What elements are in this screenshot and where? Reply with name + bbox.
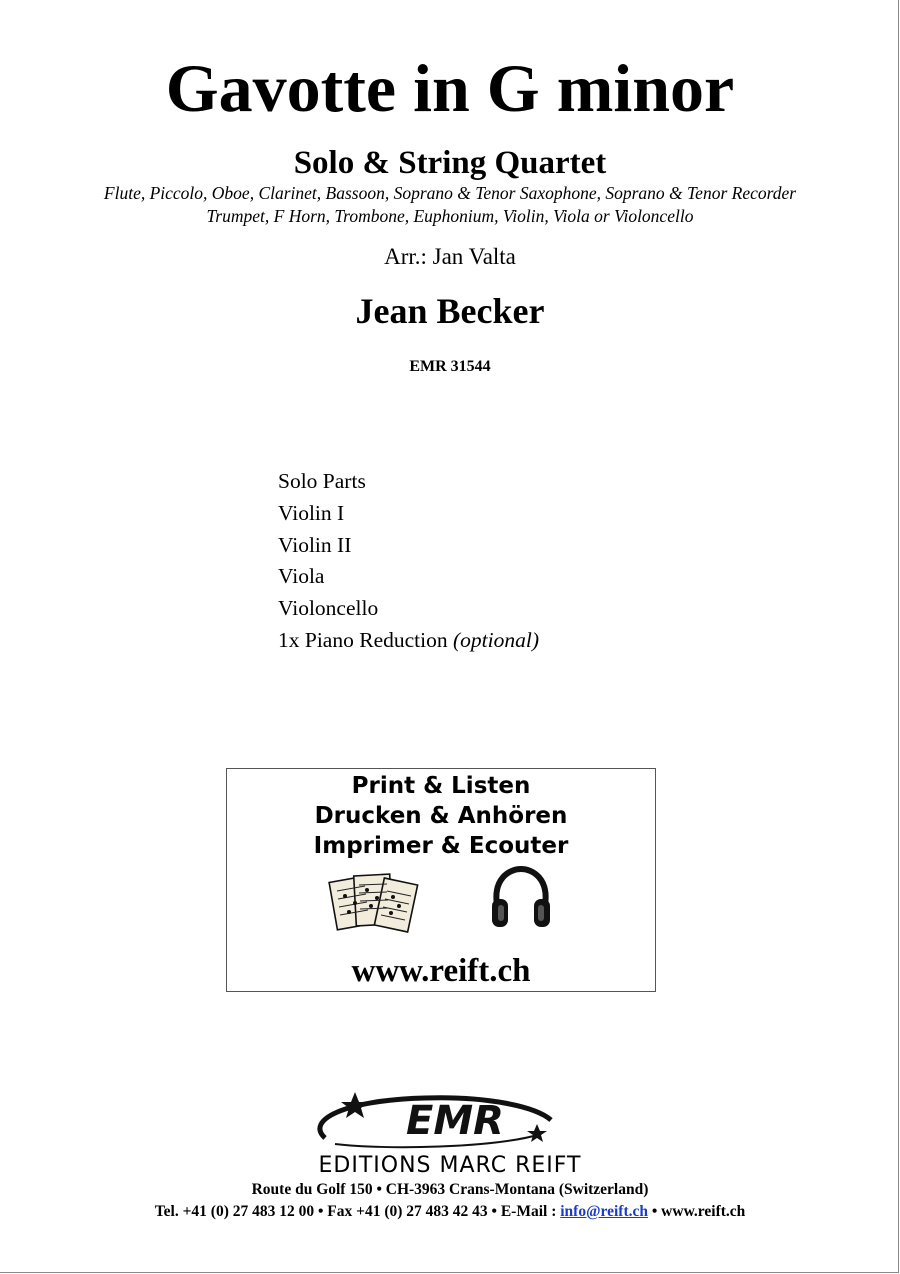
- instrument-line: Flute, Piccolo, Oboe, Clarinet, Bassoon, Soprano & Tenor Saxophone, Soprano & Tenor Recorder: [103, 183, 797, 203]
- print-line-fr: Imprimer & Ecouter: [313, 833, 569, 859]
- list-item: Violin II: [278, 532, 352, 557]
- emr-logo: [305, 1090, 565, 1152]
- page-title: Gavotte in G minor: [165, 50, 735, 126]
- composer: Jean Becker: [355, 291, 545, 331]
- contact-line: [0, 1202, 900, 1222]
- subtitle: Solo & String Quartet: [293, 145, 607, 181]
- arranger: Arr.: Jan Valta: [384, 244, 516, 269]
- list-item: Violin I: [278, 500, 345, 525]
- publisher-address: Route du Golf 150 • CH-3963 Crans-Montana (Switzerland): [251, 1181, 649, 1198]
- print-line-en: Print & Listen: [351, 773, 531, 799]
- contact-phone-fax: Tel. +41 (0) 27 483 12 00 • Fax +41 (0) 27 483 42 43 • E-Mail :: [154, 1203, 557, 1220]
- list-item: Solo Parts: [278, 469, 366, 493]
- website-url: www.reift.ch: [351, 953, 531, 989]
- list-item: Violoncello: [278, 596, 379, 621]
- optional-note: (optional): [452, 627, 539, 652]
- email-link[interactable]: info@reift.ch: [560, 1203, 648, 1220]
- contact-website: • www.reift.ch: [651, 1203, 746, 1220]
- publisher-name: EDITIONS MARC REIFT: [318, 1153, 582, 1178]
- logo-text: EMR: [406, 1098, 504, 1144]
- instrument-list: [0, 182, 900, 228]
- catalog-number: EMR 31544: [409, 358, 491, 375]
- print-line-de: Drucken & Anhören: [314, 803, 568, 829]
- piano-part: 1x Piano Reduction: [278, 627, 448, 652]
- sheet-music-icon: [327, 869, 422, 941]
- instrument-line: Trumpet, F Horn, Trombone, Euphonium, Violin, Viola or Violoncello: [206, 206, 694, 226]
- headphones-icon: [489, 865, 553, 933]
- print-listen-box: [226, 768, 656, 992]
- parts-list: [278, 466, 539, 657]
- list-item: Viola: [278, 564, 325, 589]
- list-item: [278, 625, 539, 657]
